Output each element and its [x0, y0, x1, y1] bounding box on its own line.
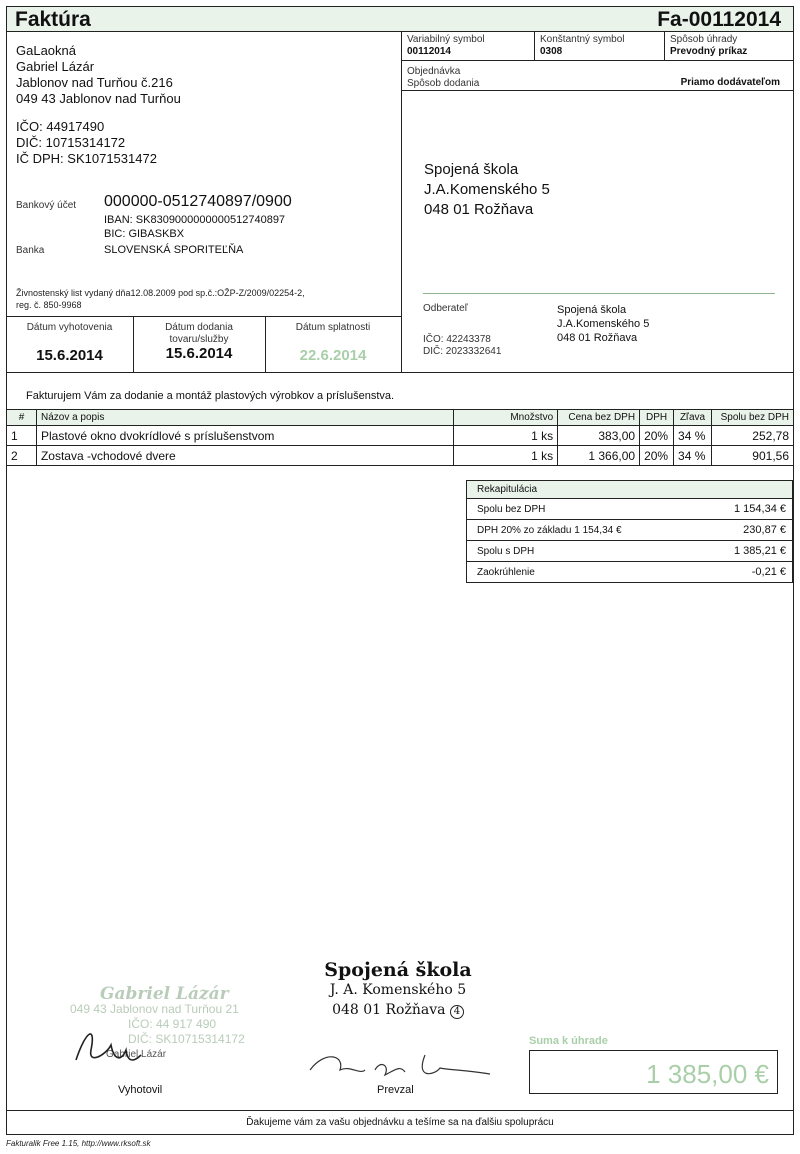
recipient-street: J.A.Komenského 5	[424, 181, 550, 198]
stamp-line: Gabriel Lázár	[106, 1049, 167, 1060]
recap-title-row	[467, 481, 792, 498]
recap-row	[467, 519, 792, 540]
item-total: 252,78	[712, 426, 794, 446]
issued-by-label: Vyhotovil	[118, 1084, 163, 1096]
due-date-label: Dátum splatnosti	[295, 322, 371, 333]
bic: BIC: GIBASKBX	[104, 228, 185, 240]
divider	[401, 316, 402, 372]
constant-symbol-label: Konštantný symbol	[540, 34, 625, 45]
supplier-ico: IČO: 44917490	[16, 119, 105, 134]
item-qty: 1 ks	[454, 446, 558, 466]
payment-method	[670, 34, 747, 58]
recap-label: Zaokrúhlenie	[477, 566, 535, 578]
divider	[401, 90, 794, 91]
bank-codes	[104, 213, 285, 241]
constant-symbol	[540, 34, 625, 58]
customer-address	[557, 303, 649, 345]
item-qty: 1 ks	[454, 426, 558, 446]
divider	[664, 31, 665, 60]
col-header: DPH	[640, 410, 674, 426]
item-price: 383,00	[558, 426, 640, 446]
recap-table	[466, 480, 793, 583]
item-no: 2	[7, 446, 37, 466]
divider	[6, 372, 794, 373]
order-label: Objednávka	[407, 66, 461, 77]
delivery-method-label: Spôsob dodania	[407, 78, 480, 89]
recap-row	[467, 561, 792, 582]
constant-symbol-value: 0308	[540, 46, 563, 57]
invoice-intro: Fakturujem Vám za dodanie a montáž plastových výrobkov a príslušenstva.	[26, 390, 395, 402]
supplier-dic: DIČ: 10715314172	[16, 135, 126, 150]
supplier-name: GaLaokná	[16, 43, 76, 58]
item-vat: 20%	[640, 426, 674, 446]
due-date: 22.6.2014	[299, 347, 367, 364]
divider	[401, 31, 402, 316]
delivery-date-label: tovaru/služby	[169, 334, 229, 345]
items-header-row	[7, 410, 794, 426]
item-name: Zostava -vchodové dvere	[36, 446, 453, 466]
trade-license-note	[16, 287, 305, 311]
trade-license-line: Živnostenský list vydaný dňa12.08.2009 pod sp.č.:OŽP-Z/2009/02254-2,	[16, 288, 305, 298]
item-discount: 34 %	[674, 426, 712, 446]
customer-signature-icon	[305, 1040, 495, 1085]
item-no: 1	[7, 426, 37, 446]
stamp-name: Spojená škola	[324, 959, 472, 981]
issue-date: 15.6.2014	[36, 347, 103, 364]
due-date-cell	[265, 322, 401, 364]
stamp-line: 049 43 Jablonov nad Turňou 21	[70, 1002, 239, 1016]
software-credit: Fakturalik Free 1.15, http://www.rksoft.sk	[6, 1139, 151, 1148]
trade-license-line: reg. č. 850-9968	[16, 300, 82, 310]
stamp-line: IČO: 44 917 490	[128, 1017, 217, 1031]
supplier-signature-icon	[66, 1020, 146, 1075]
customer-ids	[423, 334, 501, 358]
stamp-line: J. A. Komenského 5	[329, 982, 467, 998]
divider	[401, 60, 794, 61]
iban: IBAN: SK8309000000000512740897	[104, 214, 286, 226]
recap-label: Spolu bez DPH	[477, 503, 546, 515]
item-price: 1 366,00	[558, 446, 640, 466]
delivery-date-label: Dátum dodania	[165, 322, 233, 333]
recap-value: 230,87 €	[743, 524, 786, 536]
col-header: Názov a popis	[36, 410, 453, 426]
supplier-street: Jablonov nad Turňou č.216	[16, 75, 173, 90]
recap-title: Rekapitulácia	[477, 484, 538, 495]
recap-row	[467, 540, 792, 561]
supplier-icdph: IČ DPH: SK1071531472	[16, 151, 157, 166]
total-amount: 1 385,00 €	[529, 1050, 778, 1094]
stamp-line: DIČ: SK10715314172	[128, 1032, 245, 1046]
customer-stamp	[308, 960, 488, 1020]
bank-name: SLOVENSKÁ SPORITEĽŇA	[104, 244, 244, 256]
recap-row	[467, 498, 792, 519]
col-header: Zľava	[674, 410, 712, 426]
issue-date-label: Dátum vyhotovenia	[26, 322, 113, 333]
divider	[534, 31, 535, 60]
col-header: #	[7, 410, 37, 426]
footer-note: Ďakujeme vám za vašu objednávku a tešíme sa na ďalšiu spoluprácu	[6, 1110, 794, 1135]
bank-account-label: Bankový účet	[16, 200, 77, 211]
recap-label: DPH 20% zo základu 1 154,34 €	[477, 524, 622, 536]
col-header: Cena bez DPH	[558, 410, 640, 426]
customer-name: Spojená škola	[557, 304, 627, 316]
recipient-city: 048 01 Rožňava	[424, 201, 534, 218]
received-by-label: Prevzal	[377, 1084, 414, 1096]
payment-method-label: Spôsob úhrady	[670, 34, 738, 45]
stamp-name: Gabriel Lázár	[100, 984, 229, 1004]
item-name: Plastové okno dvokrídlové s príslušenstvom	[36, 426, 453, 446]
divider	[6, 316, 402, 317]
variable-symbol-value: 00112014	[407, 46, 451, 57]
delivery-date: 15.6.2014	[165, 345, 233, 362]
supplier-person: Gabriel Lázár	[16, 59, 95, 74]
supplier-city: 049 43 Jablonov nad Turňou	[16, 91, 181, 106]
stamp-mark: 4	[450, 1005, 464, 1019]
recap-value: -0,21 €	[751, 566, 786, 578]
col-header: Množstvo	[454, 410, 558, 426]
customer-ico: IČO: 42243378	[423, 334, 491, 345]
item-discount: 34 %	[674, 446, 712, 466]
delivery-date-cell	[133, 322, 265, 360]
recap-label: Spolu s DPH	[477, 545, 535, 557]
variable-symbol	[407, 34, 485, 58]
customer-label: Odberateľ	[423, 303, 468, 314]
payment-method-value: Prevodný príkaz	[670, 46, 748, 57]
recap-value: 1 154,34 €	[734, 503, 786, 515]
bank-account: 000000-0512740897/0900	[104, 193, 292, 210]
variable-symbol-label: Variabilný symbol	[407, 34, 485, 45]
table-row	[7, 446, 794, 466]
invoice-header	[6, 6, 794, 32]
col-header: Spolu bez DPH	[712, 410, 794, 426]
divider	[423, 293, 775, 294]
item-total: 901,56	[712, 446, 794, 466]
stamp-line: 048 01 Rožňava	[332, 1002, 446, 1018]
supplier-ids	[16, 119, 157, 167]
invoice-title: Faktúra	[15, 8, 91, 31]
table-row	[7, 426, 794, 446]
invoice-number: Fa-00112014	[657, 8, 781, 31]
customer-city: 048 01 Rožňava	[557, 332, 638, 344]
issue-date-cell	[6, 322, 133, 364]
delivery-method-value: Priamo dodávateľom	[680, 77, 780, 88]
recipient-name: Spojená škola	[424, 161, 519, 178]
total-label: Suma k úhrade	[529, 1035, 608, 1047]
supplier-address	[16, 43, 181, 107]
items-table	[6, 409, 794, 466]
customer-dic: DIČ: 2023332641	[423, 346, 502, 357]
recipient-address	[424, 160, 550, 220]
customer-street: J.A.Komenského 5	[557, 318, 650, 330]
bank-label: Banka	[16, 245, 45, 256]
item-vat: 20%	[640, 446, 674, 466]
recap-value: 1 385,21 €	[734, 545, 786, 557]
